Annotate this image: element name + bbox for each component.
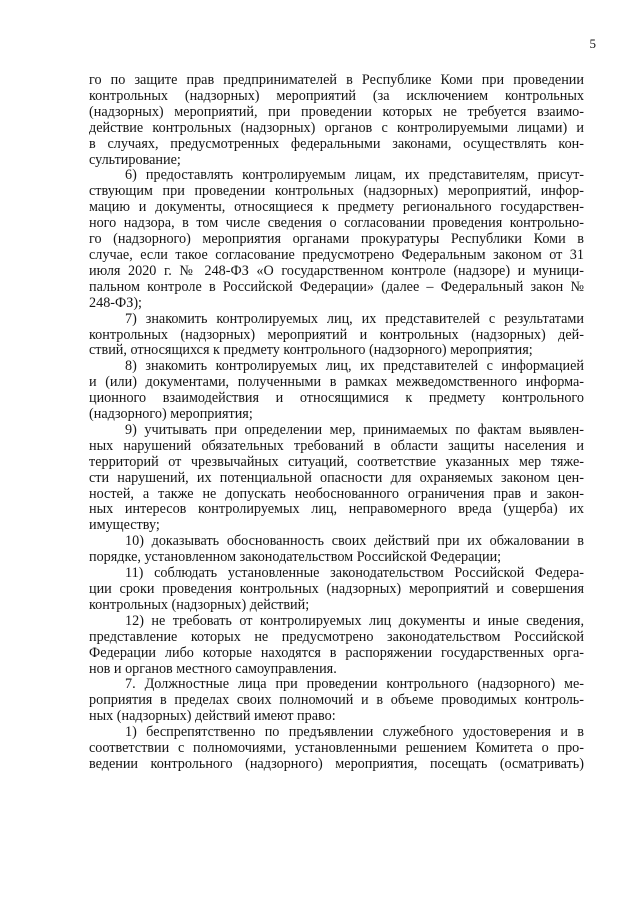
text-line: 248-ФЗ);: [89, 295, 142, 311]
paragraph-p-8: [89, 359, 584, 423]
text-line: ционного взаимодействия и относящимися к предмету контрольного: [89, 391, 584, 407]
paragraph-p-12: [89, 614, 584, 678]
text-line: ствий, относящихся к предмету контрольного (надзорного) мероприятия;: [89, 343, 533, 359]
text-line: го по защите прав предпринимателей в Республике Коми при проведении: [89, 73, 584, 88]
text-line: ствующим при проведении контрольных (надзорных) мероприятий, инфор-: [89, 184, 584, 200]
text-line: представление которых не предусмотрено законодательством Российской: [89, 629, 584, 645]
text-line: 7. Должностные лица при проведении контрольного (надзорного) ме-: [125, 677, 584, 693]
text-line: контрольных (надзорных) мероприятий и контрольных (надзорных) дей-: [89, 327, 584, 343]
text-line: 7) знакомить контролируемых лиц, их представителей с результатами: [125, 311, 584, 327]
text-line: 9) учитывать при определении мер, принимаемых по фактам выявлен-: [125, 422, 584, 438]
text-line: роприятия в пределах своих полномочий и в объеме проводимых контроль-: [89, 693, 584, 709]
text-line: 6) предоставлять контролируемым лицам, их представителям, присут-: [125, 168, 584, 184]
text-line: 11) соблюдать установленные законодательством Российской Федера-: [125, 566, 584, 582]
paragraph-p-7-main: [89, 677, 584, 725]
document-body: [89, 73, 584, 773]
text-line: имуществу;: [89, 518, 160, 534]
paragraph-p-9: [89, 423, 584, 534]
text-line: порядке, установленном законодательством Российской Федерации;: [89, 550, 502, 566]
text-line: территорий от чрезвычайных ситуаций, соответствие указанных мер тяже-: [89, 454, 584, 470]
text-line: пальном контроле в Российской Федерации» (далее – Федеральный закон №: [89, 279, 584, 295]
text-line: 12) не требовать от контролируемых лиц документы и иные сведения,: [125, 613, 584, 629]
paragraph-p-intro: [89, 73, 584, 168]
text-line: случае, если такое согласование предусмотрено Федеральным законом от 31: [89, 247, 584, 263]
text-line: ции сроки проведения контрольных (надзорных) мероприятий и совершения: [89, 582, 584, 597]
text-line: Федерации либо которые находятся в распоряжении государственных орга-: [89, 645, 584, 661]
paragraph-p-11: [89, 566, 584, 614]
paragraph-p-6: [89, 168, 584, 311]
text-line: ных интересов контролируемых лиц, неправомерного вреда (ущерба) их: [89, 502, 584, 518]
text-line: соответствии с полномочиями, установленными решением Комитета о про-: [89, 741, 584, 757]
text-line: (надзорного) мероприятия;: [89, 407, 253, 423]
text-line: контрольных (надзорных) мероприятий (за исключением контрольных: [89, 88, 584, 104]
text-line: (надзорных) мероприятий, при проведении которых не требуется взаимо-: [89, 104, 584, 120]
text-line: ных (надзорных) действий имеют право:: [89, 709, 336, 725]
text-line: сультирование;: [89, 152, 181, 168]
text-line: мацию и документы, относящиеся к предмету регионального государствен-: [89, 200, 584, 216]
text-line: 8) знакомить контролируемых лиц, их представителей с информацией: [125, 359, 584, 375]
page-number: 5: [589, 36, 596, 51]
text-line: контрольных (надзорных) действий;: [89, 597, 310, 613]
paragraph-p-7-1: [89, 725, 584, 773]
text-line: ного надзора, в том числе сведения о согласовании проведения контрольно-: [89, 216, 584, 232]
text-line: ведении контрольного (надзорного) мероприятия, посещать (осматривать): [89, 756, 584, 772]
text-line: го (надзорного) мероприятия органами прокуратуры Республики Коми в: [89, 232, 584, 248]
text-line: в случаях, предусмотренных федеральными законами, осуществлять кон-: [89, 136, 584, 152]
text-line: сти нарушений, их потенциальной опасности для охраняемых законом цен-: [89, 470, 584, 486]
paragraph-p-10: [89, 534, 584, 566]
text-line: 1) беспрепятственно по предъявлении служебного удостоверения и в: [125, 725, 584, 741]
text-line: и (или) документами, полученными в рамках межведомственного информа-: [89, 375, 584, 391]
paragraph-p-7: [89, 312, 584, 360]
text-line: действие контрольных (надзорных) органов с контролируемыми лицами) и: [89, 120, 584, 136]
text-line: нов и органов местного самоуправления.: [89, 661, 337, 677]
text-line: июля 2020 г. № 248-ФЗ «О государственном контроле (надзоре) и муници-: [89, 263, 584, 279]
text-line: ностей, а также не допускать необоснованного ограничения прав и закон-: [89, 486, 584, 502]
text-line: ных нарушений обязательных требований в области защиты населения и: [89, 438, 584, 454]
text-line: 10) доказывать обоснованность своих действий при их обжаловании в: [125, 534, 584, 550]
